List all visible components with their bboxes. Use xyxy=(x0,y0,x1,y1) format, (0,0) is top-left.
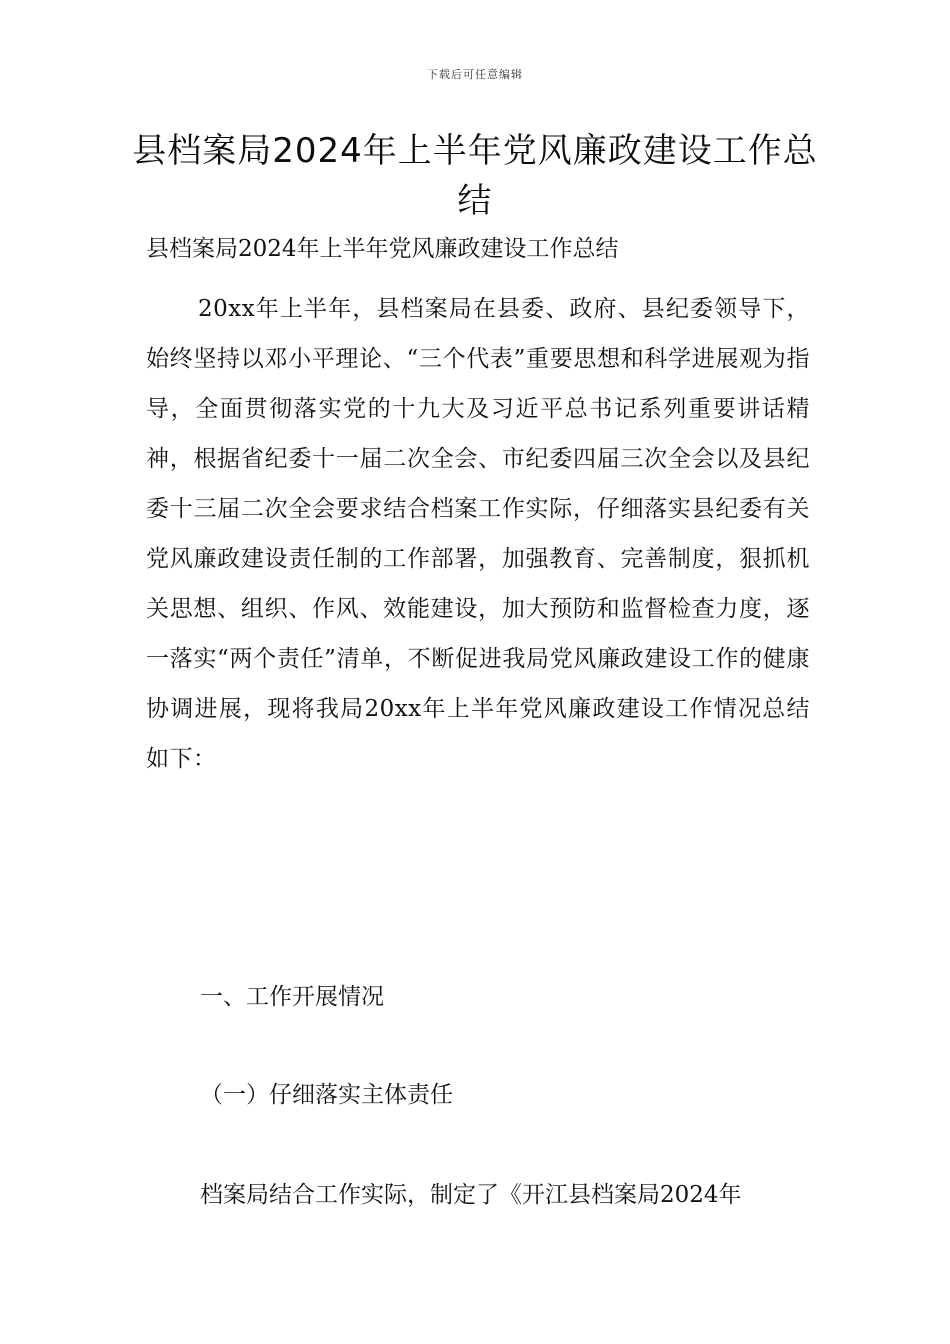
body-text-line: 档案局结合工作实际，制定了《开江县档案局2024年 xyxy=(200,1182,742,1208)
document-subtitle: 县档案局2024年上半年党风廉政建设工作总结 xyxy=(146,236,619,262)
document-title: 县档案局2024年上半年党风廉政建设工作总结 xyxy=(132,131,818,221)
intro-paragraph: 20xx年上半年，县档案局在县委、政府、县纪委领导下，始终坚持以邓小平理论、“三个代表”重要思想和科学进展观为指导，全面贯彻落实党的十九大及习近平总书记系列重要讲话精神，根据省纪委十一届二次全会、市纪委四届三次全会以及县纪委十三届二次全会要求结合档案工作实际，仔细落实县纪委有关党风廉政建设责任制的工作部署，加强教育、完善制度，狠抓机关思想、组织、作风、效能建设，加大预防和监督检查力度，逐一落实“两个责任”清单，不断促进我局党风廉政建设工作的健康协调进展，现将我局20xx年上半年党风廉政建设工作情况总结如下： xyxy=(146,296,810,772)
section-heading: 一、工作开展情况 xyxy=(200,984,384,1010)
header-note: 下载后可任意编辑 xyxy=(427,68,523,81)
subsection-heading: （一）仔细落实主体责任 xyxy=(200,1082,453,1108)
